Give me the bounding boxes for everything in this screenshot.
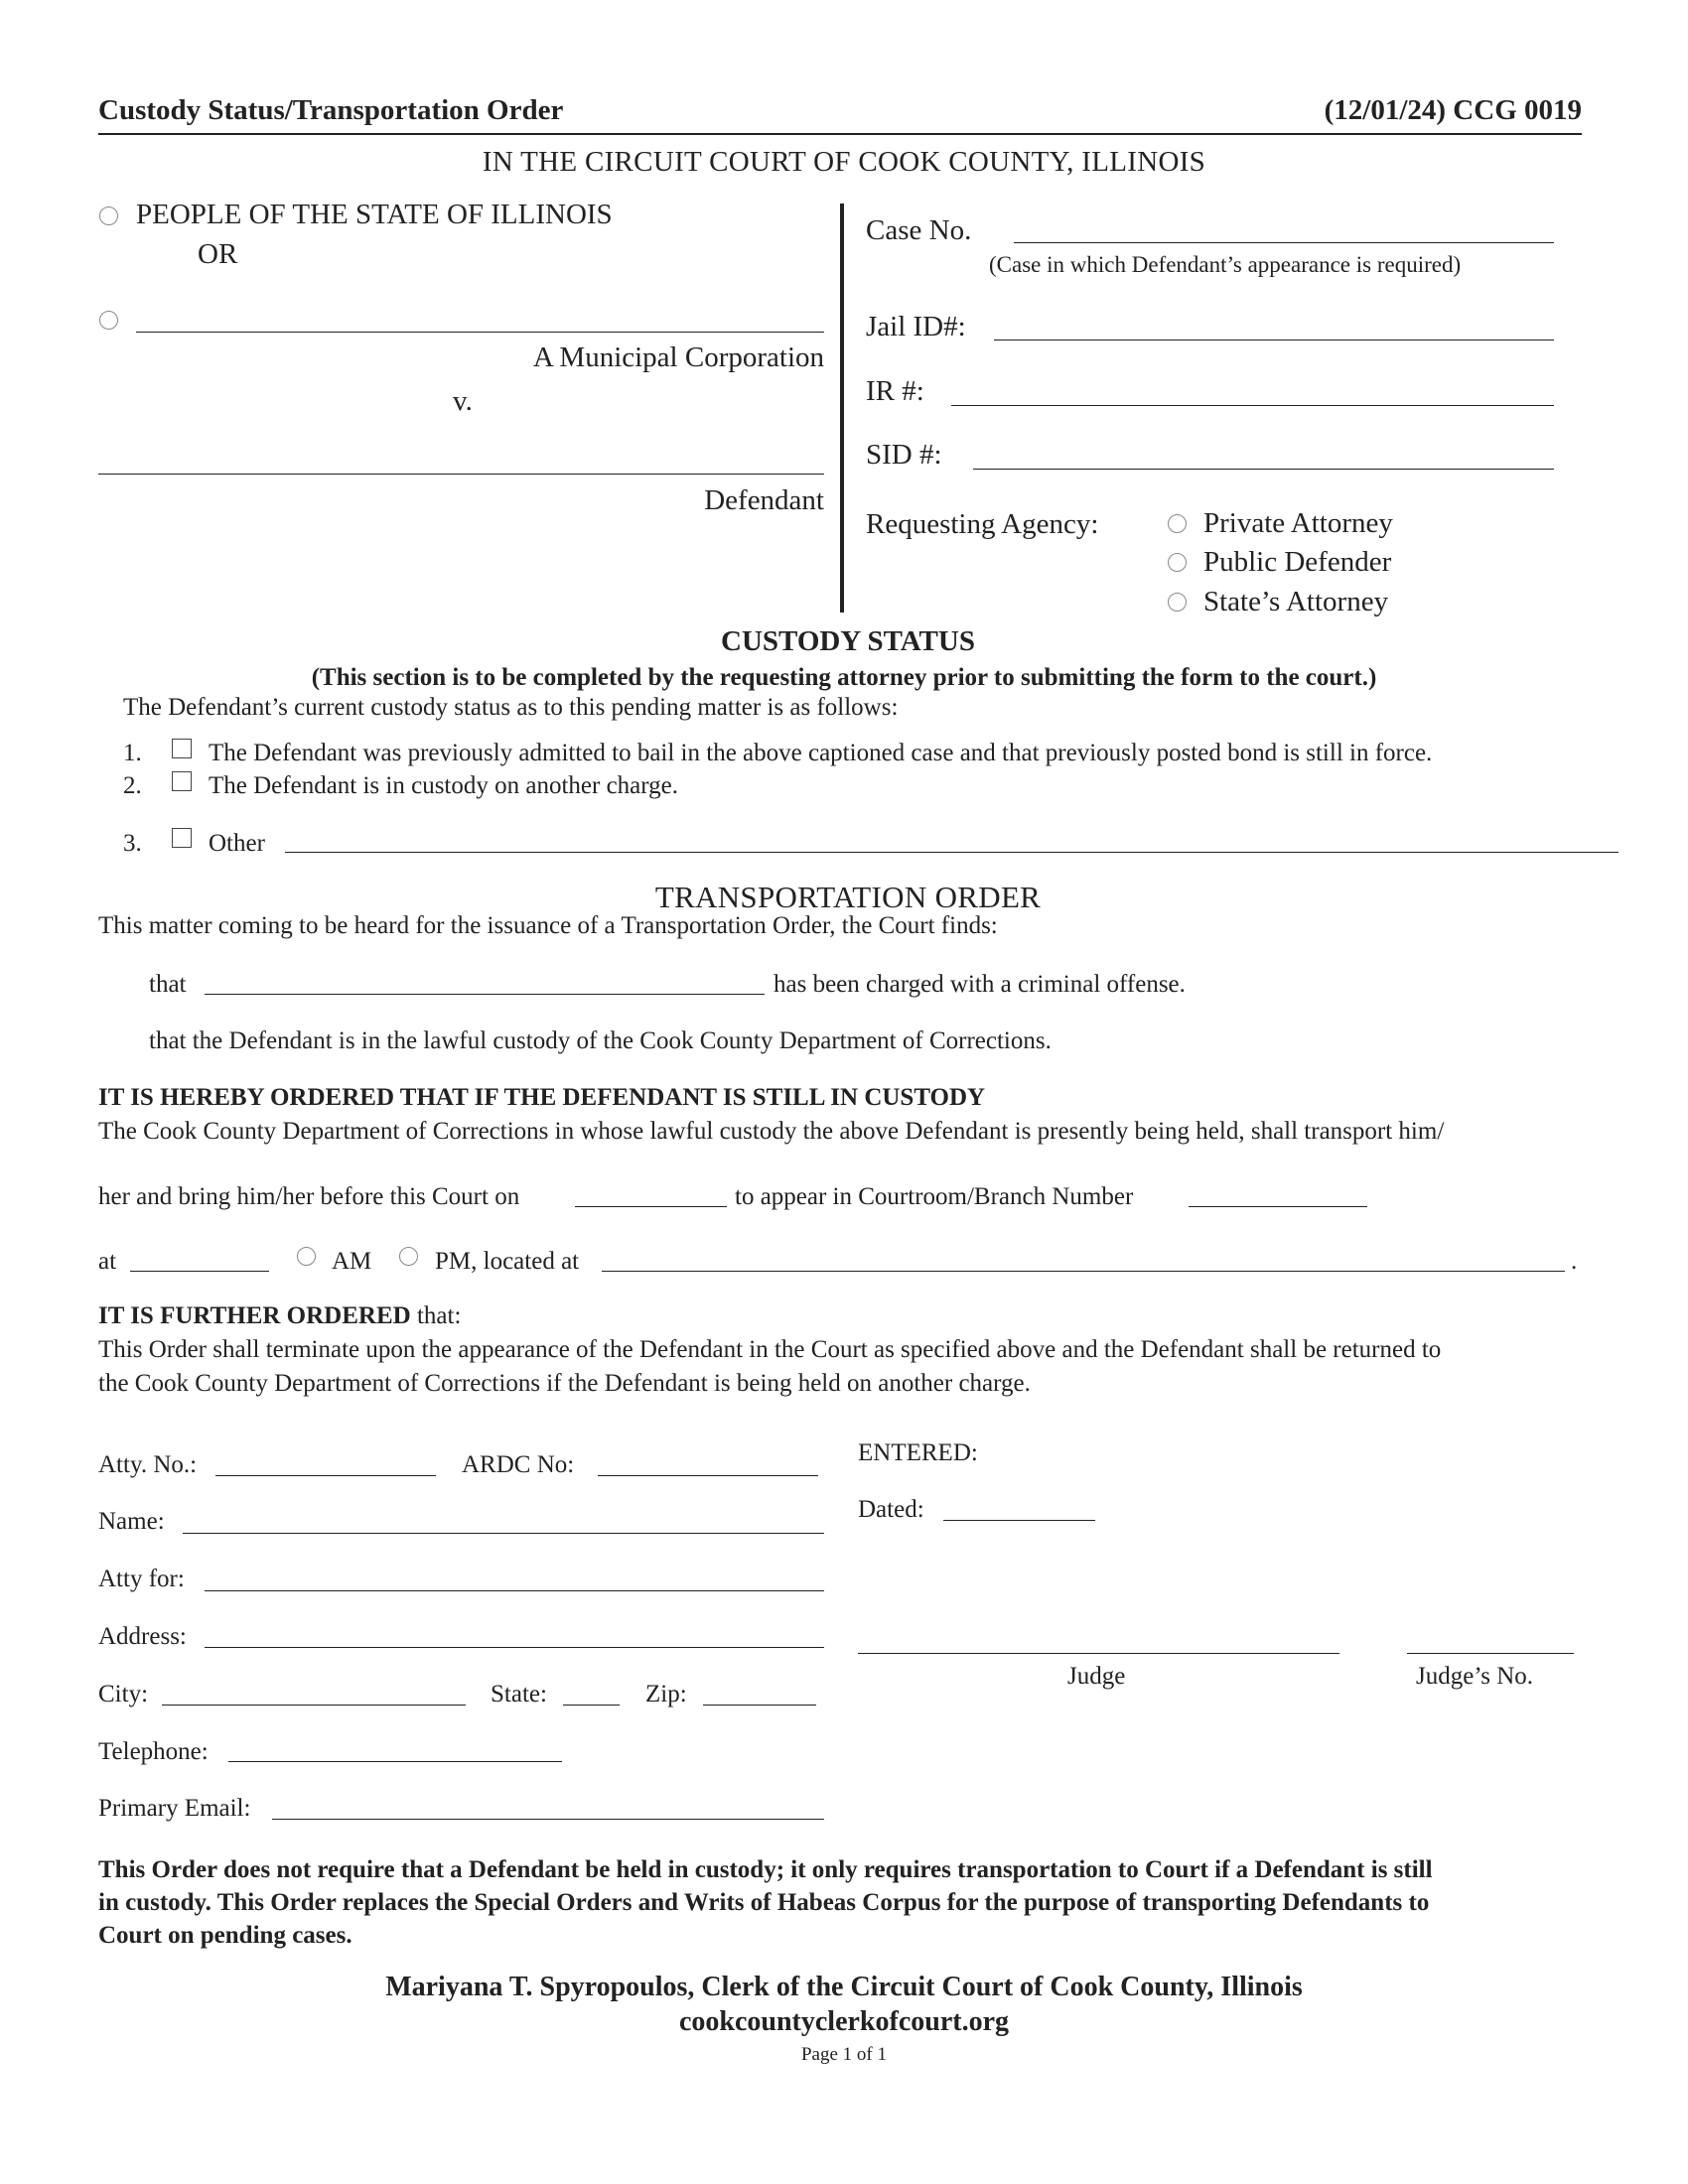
versus-label: v. xyxy=(453,385,473,417)
at-label: at xyxy=(98,1248,117,1275)
further-line-1: This Order shall terminate upon the appearance of the Defendant in the Court as specified above and the Defendant shall be returned to xyxy=(98,1336,1442,1363)
sid-label: SID #: xyxy=(866,439,942,471)
clerk-website: cookcountyclerkofcourt.org xyxy=(678,2006,1010,2037)
private-attorney-label: Private Attorney xyxy=(1203,507,1393,539)
address-label: Address: xyxy=(98,1623,187,1650)
zip-field[interactable] xyxy=(703,1705,816,1706)
telephone-field[interactable] xyxy=(228,1761,562,1762)
custody-item-1-checkbox[interactable] xyxy=(172,739,192,758)
email-label: Primary Email: xyxy=(98,1795,251,1822)
dated-field[interactable] xyxy=(943,1520,1095,1521)
page-number: Page 1 of 1 xyxy=(800,2044,887,2065)
telephone-label: Telephone: xyxy=(98,1738,209,1765)
court-title: IN THE CIRCUIT COURT OF COOK COUNTY, ILLINOIS xyxy=(482,146,1206,178)
jail-id-field[interactable] xyxy=(994,340,1554,341)
notice-line-1: This Order does not require that a Defendant be held in custody; it only requires transportation to Court if a Defendant is still xyxy=(98,1856,1433,1883)
custody-intro: The Defendant’s current custody status as to this pending matter is as follows: xyxy=(123,694,899,721)
entered-label: ENTERED: xyxy=(858,1439,978,1466)
defendant-name-field[interactable] xyxy=(98,474,824,475)
transport-intro: This matter coming to be heard for the issuance of a Transportation Order, the Court finds: xyxy=(98,912,998,939)
municipality-radio[interactable] xyxy=(99,311,118,330)
location-period: . xyxy=(1571,1248,1578,1275)
am-label: AM xyxy=(332,1248,372,1275)
atty-for-label: Atty for: xyxy=(98,1566,185,1592)
notice-line-3: Court on pending cases. xyxy=(98,1922,352,1949)
further-that: that: xyxy=(416,1302,462,1329)
public-defender-label: Public Defender xyxy=(1203,546,1392,578)
am-radio[interactable] xyxy=(297,1247,316,1266)
judge-no-field[interactable] xyxy=(1407,1653,1574,1654)
email-field[interactable] xyxy=(272,1819,824,1820)
requesting-agency-label: Requesting Agency: xyxy=(866,508,1099,540)
custody-item-3-num: 3. xyxy=(123,830,142,857)
ordered-heading: IT IS HEREBY ORDERED THAT IF THE DEFENDANT IS STILL IN CUSTODY xyxy=(98,1084,986,1111)
custody-item-2-num: 2. xyxy=(123,772,142,799)
states-attorney-radio[interactable] xyxy=(1168,593,1187,612)
address-field[interactable] xyxy=(205,1647,824,1648)
city-label: City: xyxy=(98,1681,149,1707)
state-field[interactable] xyxy=(563,1705,620,1706)
zip-label: Zip: xyxy=(645,1681,687,1707)
that-label: that xyxy=(149,971,187,998)
custody-instruction: (This section is to be completed by the requesting attorney prior to submitting the form to the court.) xyxy=(311,664,1377,691)
municipal-label: A Municipal Corporation xyxy=(532,341,824,373)
custody-item-1-num: 1. xyxy=(123,740,142,766)
custody-other-field[interactable] xyxy=(285,852,1618,853)
judge-no-label: Judge’s No. xyxy=(1416,1663,1534,1690)
name-field[interactable] xyxy=(183,1533,824,1534)
ordered-line-1: The Cook County Department of Corrections in whose lawful custody the above Defendant is presently being held, shall transport him/ xyxy=(98,1118,1445,1145)
custody-item-3-text: Other xyxy=(209,830,265,857)
further-heading: IT IS FURTHER ORDERED xyxy=(98,1302,411,1329)
state-label: State: xyxy=(491,1681,547,1707)
name-label: Name: xyxy=(98,1508,165,1535)
judge-signature-field[interactable] xyxy=(858,1653,1339,1654)
custody-heading: CUSTODY STATUS xyxy=(721,625,975,657)
header-rule xyxy=(98,133,1582,135)
ir-field[interactable] xyxy=(951,405,1554,406)
ordered-line-2a: her and bring him/her before this Court on xyxy=(98,1183,520,1210)
city-field[interactable] xyxy=(162,1705,466,1706)
jail-id-label: Jail ID#: xyxy=(866,311,966,342)
caption-divider xyxy=(840,204,844,613)
municipality-name-field[interactable] xyxy=(136,332,824,333)
form-title: Custody Status/Transportation Order xyxy=(98,94,564,126)
sid-field[interactable] xyxy=(973,469,1554,470)
case-no-label: Case No. xyxy=(866,214,972,246)
ardc-no-label: ARDC No: xyxy=(462,1451,575,1478)
pm-label: PM, located at xyxy=(435,1248,580,1275)
ir-label: IR #: xyxy=(866,375,924,407)
further-line-2: the Cook County Department of Corrections if the Defendant is being held on another charge. xyxy=(98,1370,1031,1397)
dated-label: Dated: xyxy=(858,1496,924,1523)
form-code: (12/01/24) CCG 0019 xyxy=(1324,94,1582,126)
public-defender-radio[interactable] xyxy=(1168,553,1187,572)
private-attorney-radio[interactable] xyxy=(1168,514,1187,533)
states-attorney-label: State’s Attorney xyxy=(1203,586,1389,617)
custody-item-2-text: The Defendant is in custody on another charge. xyxy=(209,772,678,799)
case-note: (Case in which Defendant’s appearance is required) xyxy=(989,252,1462,277)
courtroom-field[interactable] xyxy=(1189,1206,1367,1207)
pm-radio[interactable] xyxy=(399,1247,418,1266)
custody-item-2-checkbox[interactable] xyxy=(172,771,192,791)
clerk-name: Mariyana T. Spyropoulos, Clerk of the Circuit Court of Cook County, Illinois xyxy=(385,1972,1303,2002)
appearance-date-field[interactable] xyxy=(575,1206,727,1207)
ardc-no-field[interactable] xyxy=(598,1475,818,1476)
location-field[interactable] xyxy=(602,1271,1565,1272)
charged-person-field[interactable] xyxy=(205,994,765,995)
case-no-field[interactable] xyxy=(1014,242,1554,243)
charged-text: has been charged with a criminal offense. xyxy=(774,971,1186,998)
people-radio[interactable] xyxy=(99,206,118,225)
time-field[interactable] xyxy=(130,1271,269,1272)
notice-line-2: in custody. This Order replaces the Special Orders and Writs of Habeas Corpus for the purpose of transporting Defendants to xyxy=(98,1889,1430,1916)
atty-no-label: Atty. No.: xyxy=(98,1451,198,1478)
or-label: OR xyxy=(198,238,238,270)
custody-finding: that the Defendant is in the lawful custody of the Cook County Department of Corrections. xyxy=(149,1027,1052,1054)
atty-no-field[interactable] xyxy=(215,1475,436,1476)
ordered-line-2b: to appear in Courtroom/Branch Number xyxy=(735,1183,1134,1210)
transport-heading: TRANSPORTATION ORDER xyxy=(654,880,1042,914)
custody-item-3-checkbox[interactable] xyxy=(172,828,192,848)
people-label: PEOPLE OF THE STATE OF ILLINOIS xyxy=(136,199,613,230)
custody-item-1-text: The Defendant was previously admitted to bail in the above captioned case and that previously posted bond is still in force. xyxy=(209,740,1433,766)
judge-label: Judge xyxy=(1067,1663,1126,1690)
atty-for-field[interactable] xyxy=(205,1590,824,1591)
defendant-label: Defendant xyxy=(704,484,824,516)
